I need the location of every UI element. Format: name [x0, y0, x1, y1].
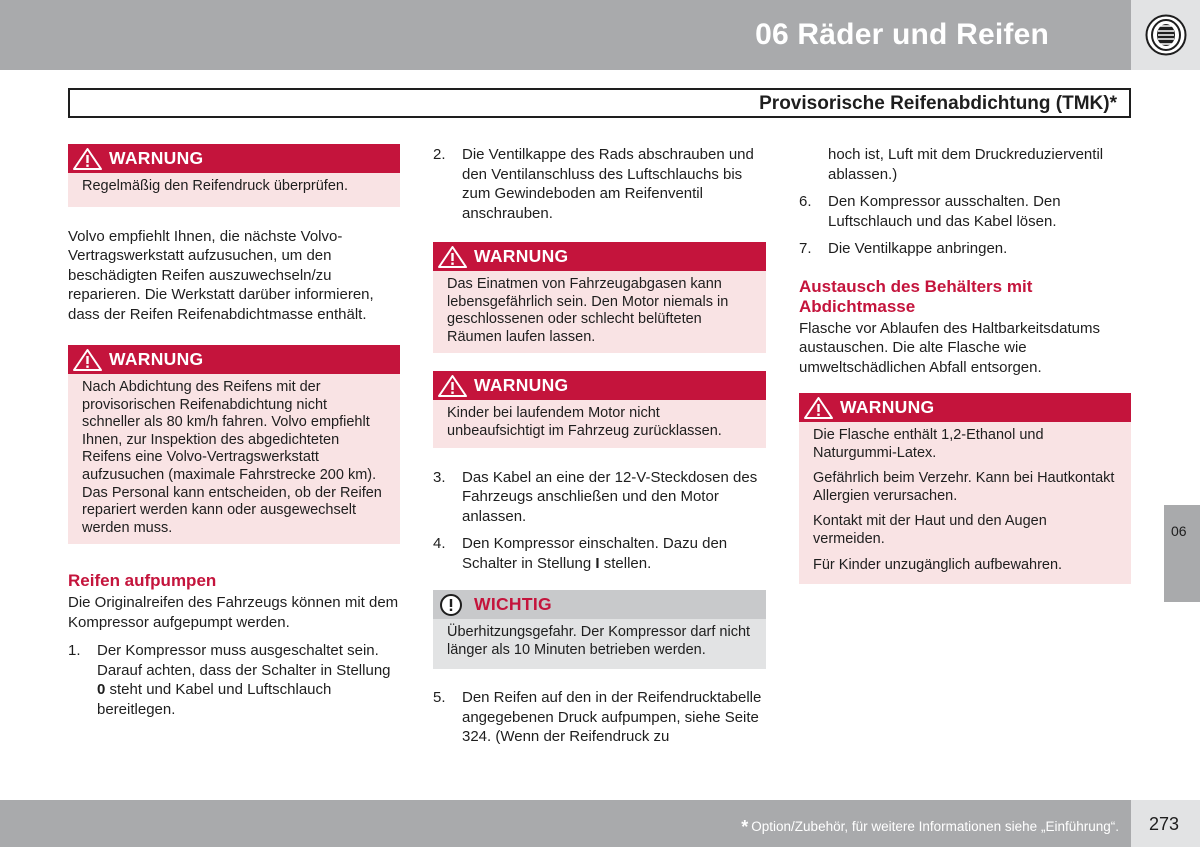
step-bold: I	[595, 554, 600, 572]
warning-text: Regelmäßig den Reifendruck überprüfen.	[82, 178, 348, 194]
steps-list-2	[433, 145, 766, 223]
step-number: 5.	[433, 689, 446, 707]
section-title: Provisorische Reifenabdichtung (TMK)*	[759, 93, 1117, 114]
header-band	[0, 0, 1131, 70]
chapter-icon-box	[1131, 0, 1200, 70]
step-text: Die Ventilkappe anbringen.	[828, 240, 1008, 257]
step-text-end: steht und Kabel und Luftschlauch bereitlegen.	[97, 681, 332, 718]
warning-header	[433, 371, 766, 400]
section-title-bar	[68, 88, 1131, 118]
important-header	[433, 590, 766, 619]
side-tab-label: 06	[1171, 523, 1187, 539]
intro-paragraph: Volvo empfiehlt Ihnen, die nächste Volvo-Vertragswerkstatt aufzusuchen, um den beschädigten Reifen auszuwechseln/zu reparieren. Die Werkstatt darüber informieren, dass der Reifen Reifenabdichtmasse enthält.	[68, 227, 374, 323]
important-text: Überhitzungsgefahr. Der Kompressor darf nicht länger als 10 Minuten betrieben werden.	[447, 624, 751, 658]
warning-triangle-icon	[803, 396, 834, 420]
steps-list-1	[68, 641, 400, 719]
step-bold: 0	[97, 681, 106, 699]
exclamation-circle-icon	[437, 593, 463, 617]
warning-triangle-icon	[72, 348, 103, 372]
warning-triangle-icon	[437, 245, 468, 269]
step-number: 4.	[433, 535, 446, 553]
list-item-step-5	[433, 688, 766, 747]
list-item-step-4	[433, 534, 766, 573]
footer-band	[0, 800, 1131, 847]
chapter-title: 06 Räder und Reifen	[755, 18, 1049, 51]
warning-text: Kinder bei laufendem Motor nicht unbeaufsichtigt im Fahrzeug zurücklassen.	[447, 405, 722, 439]
warning-label: WARNUNG	[109, 349, 204, 370]
warning-text: Das Einatmen von Fahrzeugabgasen kann lebensgefährlich sein. Den Motor niemals in geschlossenen oder schlecht belüfteten Räumen laufen lassen.	[447, 276, 729, 345]
important-label: WICHTIG	[474, 594, 552, 615]
step-text: Den Kompressor ausschalten. Den Luftschlauch und das Kabel lösen.	[828, 193, 1061, 230]
column-3	[799, 140, 1131, 584]
column-2	[433, 140, 766, 747]
footer-note-text: Option/Zubehör, für weitere Informationen siehe „Einführung“.	[751, 819, 1119, 834]
step-number: 6.	[799, 193, 812, 210]
warning-triangle-icon	[72, 147, 103, 171]
heading-inflate-tire: Reifen aufpumpen	[68, 571, 217, 591]
heading-replace-container: Austausch des Behälters mit Abdichtmasse	[799, 276, 1033, 316]
list-item-step-3	[433, 468, 766, 527]
step-text: Das Kabel an eine der 12-V-Steckdosen des Fahrzeugs anschließen und den Motor anlassen.	[462, 468, 758, 525]
step-text: Den Reifen auf den in der Reifendrucktabelle angegebenen Druck aufpumpen, siehe Seite 324. (Wenn der Reifendruck zu	[462, 689, 762, 746]
warning-box-speed-limit	[68, 345, 400, 544]
chapter-side-tab	[1164, 505, 1200, 602]
step-5-continuation: hoch ist, Luft mit dem Druckreduzierventil ablassen.)	[828, 146, 1104, 183]
replace-container-text: Flasche vor Ablaufen des Haltbarkeitsdatums austauschen. Die alte Flasche wie umweltschädlichen Abfall entsorgen.	[799, 319, 1100, 376]
footer-note	[741, 817, 1119, 838]
warning-header	[799, 393, 1131, 422]
steps-list-5	[799, 192, 1131, 259]
warning-header	[433, 242, 766, 271]
warning-header	[68, 144, 400, 173]
step-text: Der Kompressor muss ausgeschaltet sein. Darauf achten, dass der Schalter in Stellung	[97, 642, 391, 679]
list-item-step-1	[68, 641, 400, 719]
step-text: Den Kompressor einschalten. Dazu den Schalter in Stellung	[462, 535, 728, 572]
steps-list-3	[433, 468, 766, 574]
step-number: 7.	[799, 240, 812, 257]
warning-box-bottle	[799, 393, 1131, 584]
warning-box-exhaust	[433, 242, 766, 353]
warning-box-children	[433, 371, 766, 447]
warning-paragraph-2: Gefährlich beim Verzehr. Kann bei Hautkontakt Allergien verursachen.	[813, 470, 1115, 504]
page-number-box	[1131, 800, 1200, 847]
column-1	[68, 140, 400, 719]
step-text: Die Ventilkappe des Rads abschrauben und den Ventilanschluss des Luftschlauchs bis zum Gewindeboden am Reifenventil anschrauben.	[462, 146, 754, 222]
warning-label: WARNUNG	[109, 148, 204, 168]
page-number: 273	[1149, 814, 1180, 834]
inflate-intro: Die Originalreifen des Fahrzeugs können mit dem Kompressor aufgepumpt werden.	[68, 594, 399, 631]
warning-paragraph-3: Kontakt mit der Haut und den Augen vermeiden.	[813, 513, 1047, 547]
step-number: 3.	[433, 468, 446, 486]
step-number: 1.	[68, 642, 81, 660]
footer-asterisk: *	[741, 817, 749, 837]
step-text-end: stellen.	[599, 554, 652, 572]
warning-text: Nach Abdichtung des Reifens mit der provisorischen Reifenabdichtung nicht schneller als 80 km/h fahren. Volvo empfiehlt Ihnen, zur Inspektion des abgedichteten Reifens eine Volvo-Vertragswerkstatt aufzusuchen (maximale Fahrstrecke 200 km). Das Personal kann entscheiden, ob der Reifen repariert werden kann oder ausgewechselt werden muss.	[82, 379, 382, 536]
warning-label: WARNUNG	[474, 375, 569, 396]
important-box-overheat	[433, 590, 766, 669]
warning-label: WARNUNG	[474, 246, 569, 266]
warning-triangle-icon	[437, 374, 468, 398]
wheel-icon	[1145, 14, 1187, 56]
steps-list-4	[433, 688, 766, 747]
list-item-step-2	[433, 145, 766, 223]
warning-paragraph-1: Die Flasche enthält 1,2-Ethanol und Naturgummi-Latex.	[813, 427, 1044, 461]
warning-box-tire-pressure	[68, 144, 400, 207]
list-item-step-7	[799, 239, 1131, 259]
list-item-step-6	[799, 192, 1131, 231]
warning-paragraph-4: Für Kinder unzugänglich aufbewahren.	[813, 556, 1063, 573]
warning-label: WARNUNG	[840, 397, 935, 417]
step-number: 2.	[433, 146, 446, 163]
warning-header	[68, 345, 400, 374]
